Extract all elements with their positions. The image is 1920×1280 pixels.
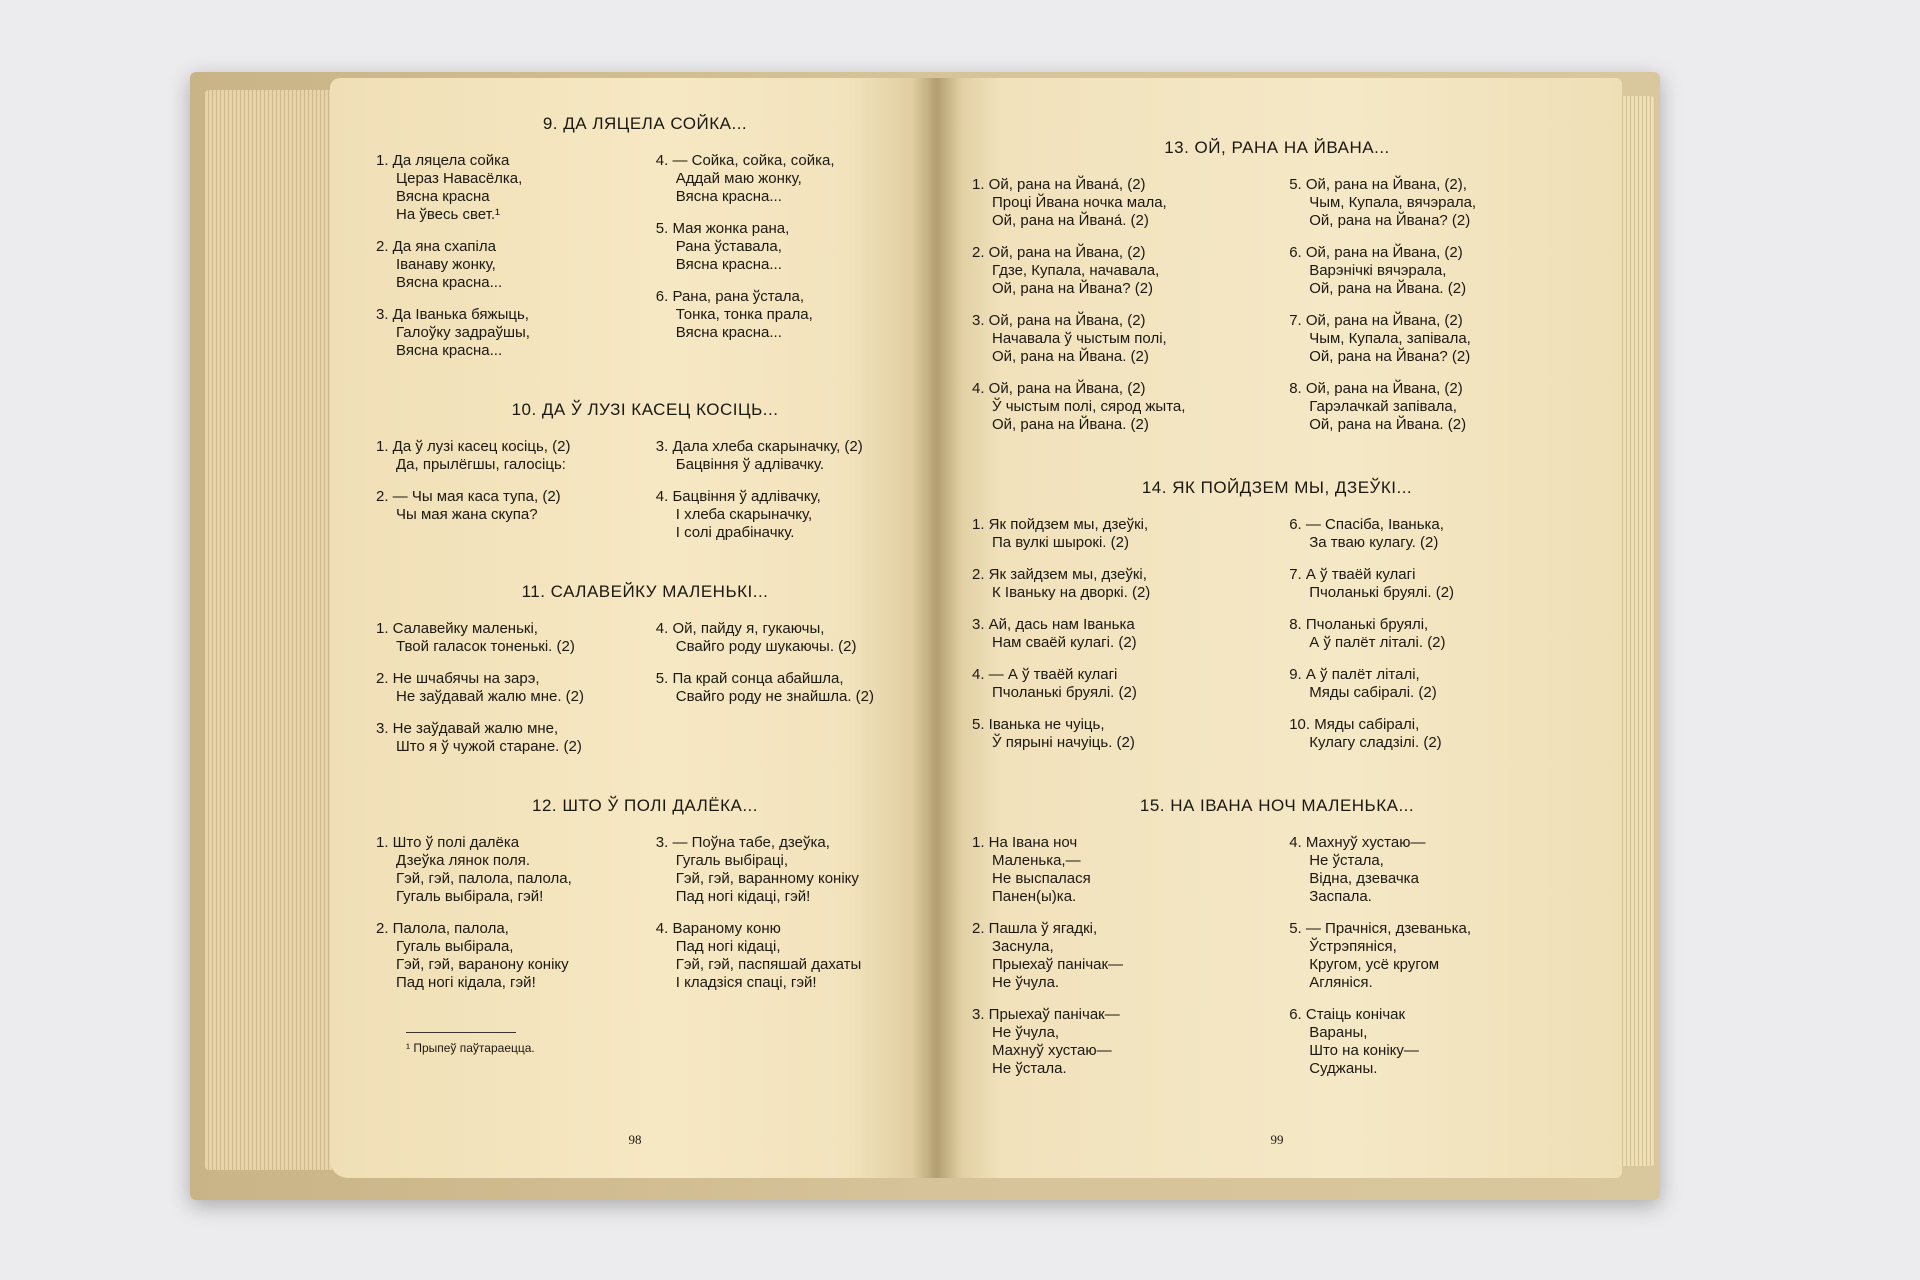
verse-line: К Іваньку на дворкі. (2) bbox=[992, 584, 1151, 601]
verse-line: Не ўстала, bbox=[1309, 852, 1384, 869]
verse-line: Пчоланькі бруялі. (2) bbox=[1309, 584, 1455, 601]
verse-line: 4. Ой, пайду я, гукаючы, bbox=[655, 620, 825, 637]
verse bbox=[972, 566, 1265, 602]
verse-line: Аддай маю жонку, bbox=[675, 170, 802, 187]
verse-line: 3. Ай, дась нам Іванька bbox=[972, 616, 1135, 633]
verse-line: Не ўчула. bbox=[992, 974, 1060, 991]
verse-line: 1. Як пойдзем мы, дзеўкі, bbox=[972, 516, 1149, 533]
verse-line: Гугаль выбірала, bbox=[396, 938, 514, 955]
verse-line: 3. Прыехаў панічак— bbox=[972, 1006, 1120, 1023]
verse bbox=[656, 152, 914, 206]
verse-line: Рана ўставала, bbox=[675, 238, 782, 255]
verse bbox=[376, 306, 634, 360]
verse-line: 6. — Спасіба, Іванька, bbox=[1289, 516, 1444, 533]
verse-line: Пад ногі кідаці, bbox=[675, 938, 781, 955]
verse-line: Цераз Навасёлка, bbox=[396, 170, 523, 187]
verse-line: 1. Да ў лузі касец косіць, (2) bbox=[376, 438, 571, 455]
verse bbox=[1289, 312, 1582, 366]
verse-line: Гэй, гэй, паспяшай дахаты bbox=[675, 956, 862, 973]
verse-line: 4. Ой, рана на Йвана, (2) bbox=[972, 380, 1146, 397]
verse-line: Вясна красна... bbox=[675, 324, 782, 341]
song-title: 13. ОЙ, РАНА НА ЙВАНА... bbox=[1164, 138, 1390, 157]
verse-line: 3. Не заўдавай жалю мне, bbox=[376, 720, 559, 737]
verse-line: 4. Махнуў хустаю— bbox=[1289, 834, 1426, 851]
verse bbox=[1289, 566, 1582, 602]
verse-column bbox=[972, 176, 1265, 448]
verse bbox=[656, 834, 914, 906]
verse-columns bbox=[376, 834, 914, 1006]
verse-line: 1. Да ляцела сойка bbox=[376, 152, 510, 169]
verse-line: 7. Ой, рана на Йвана, (2) bbox=[1289, 312, 1463, 329]
verse-line: На ўвесь свет.¹ bbox=[396, 206, 500, 223]
verse bbox=[972, 834, 1265, 906]
song-title: 12. ШТО Ў ПОЛІ ДАЛЁКА... bbox=[531, 796, 759, 815]
verse-column bbox=[972, 834, 1265, 1092]
verse bbox=[376, 920, 634, 992]
verse bbox=[972, 176, 1265, 230]
verse bbox=[656, 920, 914, 992]
right-page-songs bbox=[972, 138, 1582, 1092]
song-title: 15. НА ІВАНА НОЧ МАЛЕНЬКА... bbox=[1139, 796, 1415, 815]
verse-line: Гарэлачкай запівала, bbox=[1309, 398, 1457, 415]
verse bbox=[972, 920, 1265, 992]
page-number-left: 98 bbox=[628, 1132, 642, 1147]
verse-line: 4. — Сойка, сойка, сойка, bbox=[655, 152, 835, 169]
verse-line: І хлеба скарыначку, bbox=[675, 506, 813, 523]
verse bbox=[376, 438, 634, 474]
song bbox=[376, 400, 914, 556]
verse-line: Заспала. bbox=[1309, 888, 1372, 905]
page-stack-left bbox=[205, 90, 335, 1170]
verse-line: 2. Палола, палола, bbox=[376, 920, 509, 937]
verse bbox=[1289, 380, 1582, 434]
verse-line: Не ўчула, bbox=[992, 1024, 1060, 1041]
verse-line: 10. Мяды сабіралі, bbox=[1289, 716, 1420, 733]
verse-line: Чым, Купала, запівала, bbox=[1309, 330, 1471, 347]
song-title: 11. САЛАВЕЙКУ МАЛЕНЬКІ... bbox=[521, 582, 769, 601]
verse-line: 2. Пашла ў ягадкі, bbox=[972, 920, 1098, 937]
verse-line: Маленька,— bbox=[992, 852, 1081, 869]
verse-line: І кладзіся спаці, гэй! bbox=[675, 974, 817, 991]
verse bbox=[656, 438, 914, 474]
verse bbox=[656, 288, 914, 342]
verse-line: Ў чыстым полі, сярод жыта, bbox=[992, 398, 1186, 415]
verse bbox=[972, 244, 1265, 298]
verse-line: Галоўку задраўшы, bbox=[396, 324, 530, 341]
verse bbox=[656, 220, 914, 274]
verse-line: Заснула, bbox=[992, 938, 1054, 955]
verse bbox=[376, 238, 634, 292]
song-title: 14. ЯК ПОЙДЗЕМ МЫ, ДЗЕЎКІ... bbox=[1141, 478, 1413, 497]
song bbox=[376, 582, 914, 770]
verse-column bbox=[376, 152, 634, 374]
verse-line: Ой, рана на Йвана. (2) bbox=[1309, 416, 1467, 433]
verse-line: 4. — А ў тваёй кулагі bbox=[972, 666, 1118, 683]
verse-line: Кулагу сладзілі. (2) bbox=[1309, 734, 1442, 751]
verse-columns bbox=[376, 620, 914, 770]
verse-line: Ой, рана на Йвана. (2) bbox=[992, 348, 1149, 365]
verse-line: 5. Мая жонка рана, bbox=[655, 220, 790, 237]
verse-line: Начавала ў чыстым полі, bbox=[992, 330, 1167, 347]
verse bbox=[376, 834, 634, 906]
verse-line: 8. Пчоланькі бруялі, bbox=[1289, 616, 1429, 633]
verse-line: Да, прылёгшы, галосіць: bbox=[396, 456, 566, 473]
verse-line: Вясна красна... bbox=[396, 342, 503, 359]
verse-line: Ой, рана на Йвана. (2) bbox=[992, 416, 1149, 433]
verse-line: Відна, дзевачка bbox=[1309, 870, 1419, 887]
verse-line: Чы мая жана скупа? bbox=[396, 506, 538, 523]
verse-line: 2. Да яна схапіла bbox=[376, 238, 496, 255]
verse bbox=[376, 720, 634, 756]
verse-line: Ў пярыні начуіць. (2) bbox=[992, 734, 1135, 751]
verse-line: Вясна красна... bbox=[675, 188, 782, 205]
verse-column bbox=[376, 620, 634, 770]
verse-columns bbox=[972, 516, 1582, 766]
verse-columns bbox=[376, 438, 914, 556]
verse-line: 3. Да Іванька бяжыць, bbox=[376, 306, 529, 323]
verse bbox=[376, 670, 634, 706]
verse-line: А ў палёт літалі. (2) bbox=[1309, 634, 1446, 651]
verse-line: Свайго роду не знайшла. (2) bbox=[675, 688, 875, 705]
verse bbox=[972, 1006, 1265, 1078]
verse-line: 2. Як зайдзем мы, дзеўкі, bbox=[972, 566, 1147, 583]
verse-line: 9. А ў палёт літалі, bbox=[1289, 666, 1420, 683]
verse bbox=[1289, 176, 1582, 230]
verse-line: Махнуў хустаю— bbox=[992, 1042, 1112, 1059]
verse-line: Іванаву жонку, bbox=[396, 256, 496, 273]
song bbox=[972, 138, 1582, 448]
verse-line: Пад ногі кідала, гэй! bbox=[396, 974, 536, 991]
verse-line: Вясна красна bbox=[396, 188, 490, 205]
verse bbox=[1289, 616, 1582, 652]
verse-column bbox=[1289, 516, 1582, 766]
verse-line: Бацвіння ў адлівачку. bbox=[675, 456, 825, 473]
left-page bbox=[330, 78, 940, 1178]
verse-line: Пад ногі кідаці, гэй! bbox=[675, 888, 811, 905]
verse-line: Не выспалася bbox=[992, 870, 1091, 887]
verse-line: 5. Ой, рана на Йвана, (2), bbox=[1289, 176, 1467, 193]
verse bbox=[972, 666, 1265, 702]
verse-line: 2. Ой, рана на Йвана, (2) bbox=[972, 244, 1146, 261]
verse-line: Ой, рана на Йвана́. (2) bbox=[992, 212, 1149, 229]
verse bbox=[1289, 834, 1582, 906]
verse-line: Процi Йвана ночка мала, bbox=[992, 194, 1167, 211]
verse-line: Гдзе, Купала, начавала, bbox=[992, 262, 1160, 279]
left-page-songs bbox=[376, 114, 914, 1006]
footnote: ¹ Прыпеў паўтараецца. bbox=[406, 1041, 535, 1055]
verse-line: Вясна красна... bbox=[396, 274, 503, 291]
verse-line: Ўстрэпяніся, bbox=[1309, 938, 1397, 955]
verse-column bbox=[376, 438, 634, 556]
verse-line: Панен(ы)ка. bbox=[992, 888, 1077, 905]
verse bbox=[376, 620, 634, 656]
verse-column bbox=[656, 834, 914, 1006]
verse bbox=[972, 716, 1265, 752]
song bbox=[376, 796, 914, 1006]
verse bbox=[376, 152, 634, 224]
verse-line: Мяды сабіралі. (2) bbox=[1309, 684, 1437, 701]
verse-line: Варэнічкі вячэрала, bbox=[1309, 262, 1447, 279]
verse-line: Вараны, bbox=[1309, 1024, 1368, 1041]
verse bbox=[972, 380, 1265, 434]
verse-line: Ой, рана на Йвана? (2) bbox=[992, 280, 1154, 297]
verse-line: За тваю кулагу. (2) bbox=[1309, 534, 1439, 551]
verse-line: Кругом, усё кругом bbox=[1309, 956, 1440, 973]
song-title: 10. ДА Ў ЛУЗІ КАСЕЦ КОСІЦЬ... bbox=[511, 400, 779, 419]
verse-columns bbox=[376, 152, 914, 374]
verse bbox=[1289, 666, 1582, 702]
verse-line: Нам сваёй кулагі. (2) bbox=[992, 634, 1137, 651]
verse bbox=[376, 488, 634, 524]
verse-line: Гэй, гэй, варанному коніку bbox=[675, 870, 859, 887]
verse-line: 1. Што ў полі далёка bbox=[376, 834, 520, 851]
verse-column bbox=[1289, 834, 1582, 1092]
verse bbox=[972, 616, 1265, 652]
verse-line: 2. Не шчабячы на зарэ, bbox=[376, 670, 540, 687]
verse-line: Ой, рана на Йвана? (2) bbox=[1309, 212, 1471, 229]
verse-line: Не заўдавай жалю мне. (2) bbox=[396, 688, 584, 705]
verse-line: 5. Іванька не чуіць, bbox=[972, 716, 1105, 733]
verse-line: 1. Ой, рана на Йвана́, (2) bbox=[972, 176, 1146, 193]
verse bbox=[1289, 1006, 1582, 1078]
right-page bbox=[932, 78, 1622, 1178]
verse-line: 4. Вараному коню bbox=[655, 920, 781, 937]
verse-line: Гугаль выбіраці, bbox=[675, 852, 789, 869]
verse-line: 3. — Поўна табе, дзеўка, bbox=[655, 834, 830, 851]
verse-line: Пчоланькі бруялі. (2) bbox=[992, 684, 1137, 701]
verse bbox=[1289, 920, 1582, 992]
verse-line: Гэй, гэй, палола, палола, bbox=[396, 870, 572, 887]
verse-line: 1. Салавейку маленькі, bbox=[376, 620, 538, 637]
footnote-rule bbox=[406, 1032, 516, 1033]
song bbox=[972, 796, 1582, 1092]
verse-column bbox=[656, 620, 914, 770]
verse bbox=[1289, 716, 1582, 752]
verse-column bbox=[972, 516, 1265, 766]
verse-line: 6. Стаіць конічак bbox=[1289, 1006, 1406, 1023]
song-title: 9. ДА ЛЯЦЕЛА СОЙКА... bbox=[542, 114, 748, 133]
verse-line: 5. Па край сонца абайшла, bbox=[655, 670, 844, 687]
verse-column bbox=[656, 152, 914, 374]
verse-line: 3. Дала хлеба скарыначку, (2) bbox=[655, 438, 863, 455]
verse-column bbox=[1289, 176, 1582, 448]
verse-line: І солі драбіначку. bbox=[675, 524, 795, 541]
verse-line: 8. Ой, рана на Йвана, (2) bbox=[1289, 380, 1463, 397]
verse bbox=[1289, 516, 1582, 552]
verse-line: 6. Ой, рана на Йвана, (2) bbox=[1289, 244, 1463, 261]
verse-line: Вясна красна... bbox=[675, 256, 782, 273]
page-number-right: 99 bbox=[1270, 1132, 1284, 1147]
verse-line: 2. — Чы мая каса тупа, (2) bbox=[376, 488, 561, 505]
verse bbox=[656, 670, 914, 706]
verse-line: 6. Рана, рана ўстала, bbox=[655, 288, 805, 305]
verse bbox=[656, 488, 914, 542]
verse-line: Гугаль выбірала, гэй! bbox=[396, 888, 544, 905]
verse bbox=[972, 516, 1265, 552]
song bbox=[972, 478, 1582, 766]
verse-line: Тонка, тонка прала, bbox=[675, 306, 813, 323]
verse-line: 1. На Івана ноч bbox=[972, 834, 1078, 851]
verse-line: Ой, рана на Йвана. (2) bbox=[1309, 280, 1467, 297]
verse-columns bbox=[972, 176, 1582, 448]
verse-line: Твой галасок тоненькі. (2) bbox=[396, 638, 575, 655]
verse-line: Прыехаў панічак— bbox=[992, 956, 1124, 973]
verse-line: Свайго роду шукаючы. (2) bbox=[675, 638, 857, 655]
verse-line: Дзеўка лянок поля. bbox=[396, 852, 531, 869]
verse-line: Што на коніку— bbox=[1309, 1042, 1419, 1059]
verse-line: Чым, Купала, вячэрала, bbox=[1309, 194, 1477, 211]
verse-line: Ой, рана на Йвана? (2) bbox=[1309, 348, 1471, 365]
verse bbox=[1289, 244, 1582, 298]
verse-line: Што я ў чужой старане. (2) bbox=[396, 738, 582, 755]
verse-column bbox=[376, 834, 634, 1006]
verse-line: Суджаны. bbox=[1309, 1060, 1378, 1077]
verse-column bbox=[656, 438, 914, 556]
verse-line: 3. Ой, рана на Йвана, (2) bbox=[972, 312, 1146, 329]
verse-columns bbox=[972, 834, 1582, 1092]
verse-line: 7. А ў тваёй кулагі bbox=[1289, 566, 1416, 583]
verse-line: Па вулкі шырокі. (2) bbox=[992, 534, 1129, 551]
verse-line: Гэй, гэй, варанону коніку bbox=[396, 956, 569, 973]
song bbox=[376, 114, 914, 374]
verse-line: Не ўстала. bbox=[992, 1060, 1067, 1077]
verse-line: 4. Бацвіння ў адлівачку, bbox=[655, 488, 821, 505]
verse bbox=[656, 620, 914, 656]
verse bbox=[972, 312, 1265, 366]
verse-line: Агляніся. bbox=[1309, 974, 1373, 991]
verse-line: 5. — Прачніся, дзеванька, bbox=[1289, 920, 1472, 937]
